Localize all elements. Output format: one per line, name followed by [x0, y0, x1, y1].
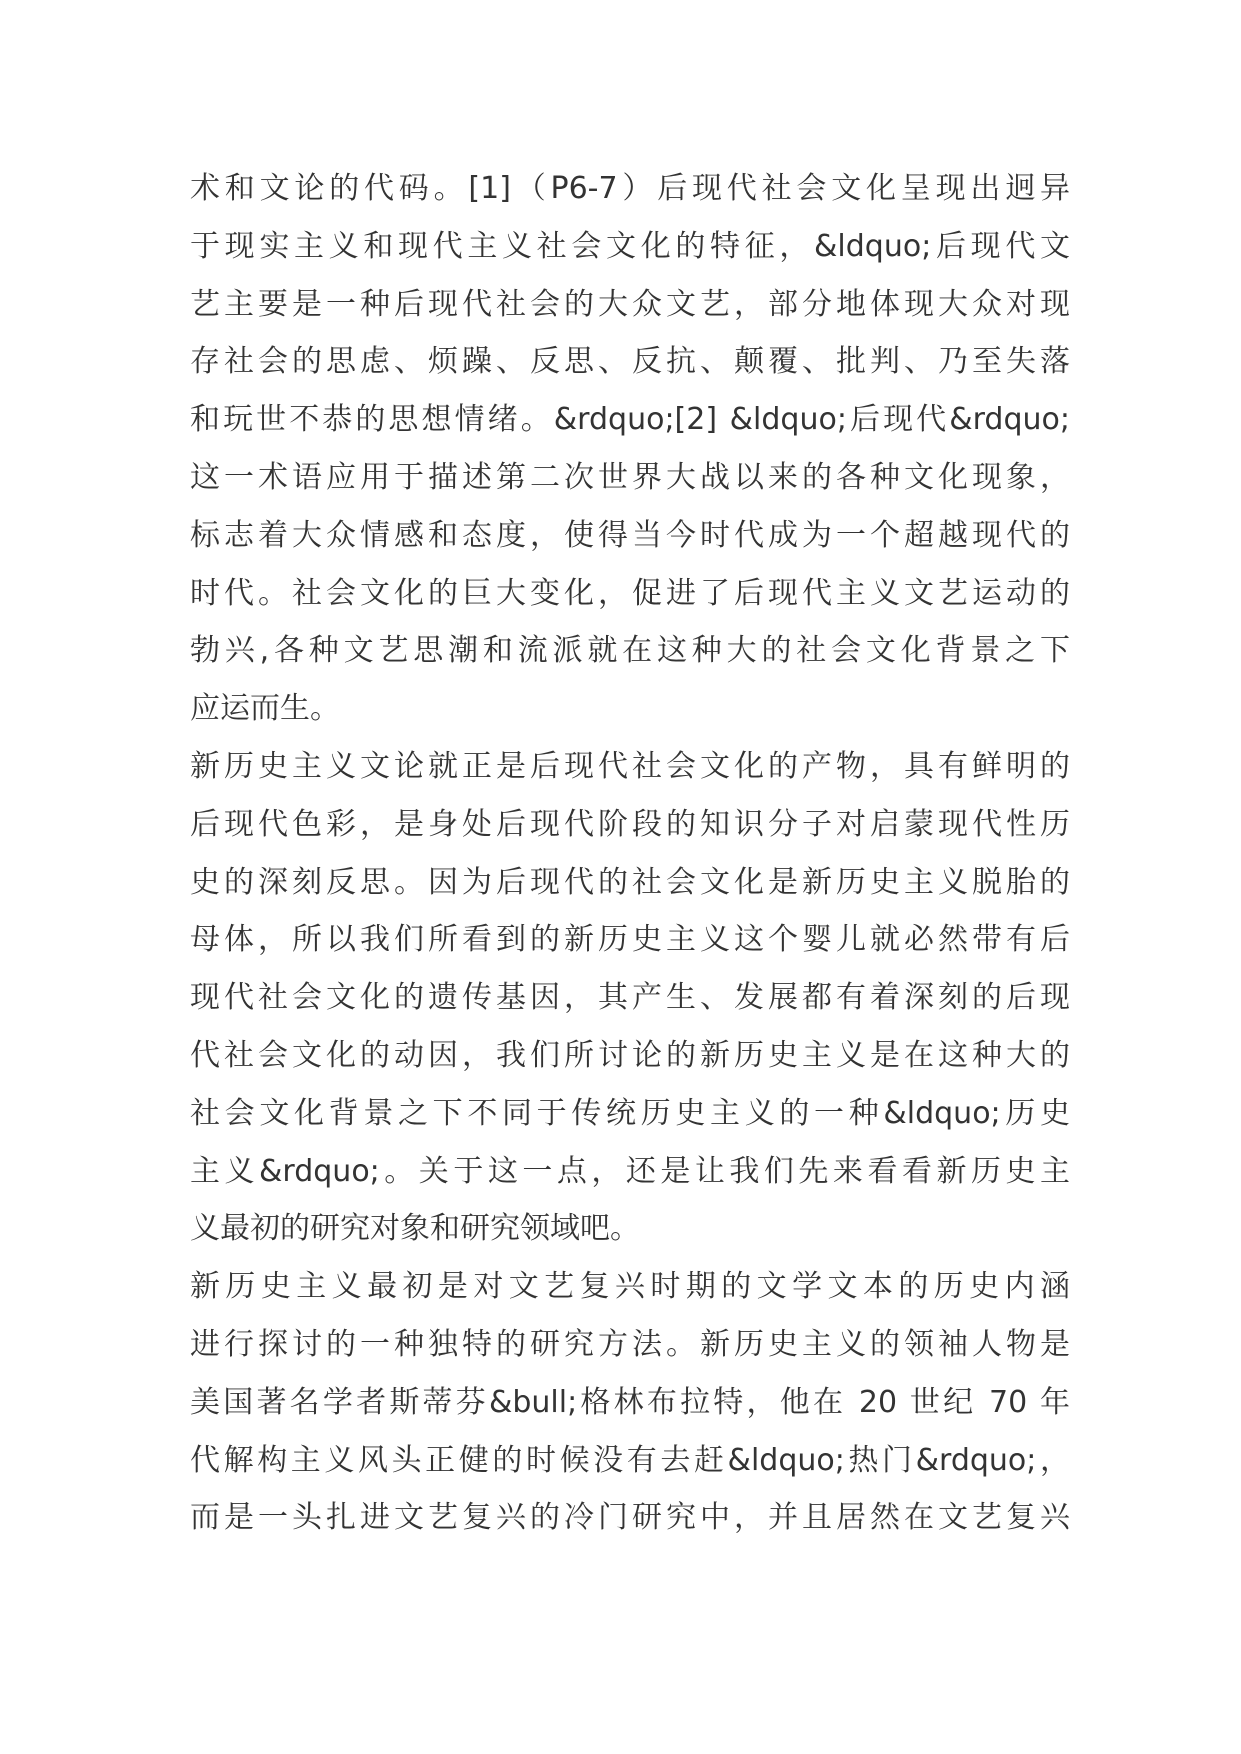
text-line: 艺主要是一种后现代社会的大众文艺，部分地体现大众对现 — [190, 286, 1070, 322]
text-line: 后现代色彩，是身处后现代阶段的知识分子对启蒙现代性历 — [190, 806, 1070, 842]
text-line: 而是一头扎进文艺复兴的冷门研究中，并且居然在文艺复兴 — [190, 1500, 1070, 1536]
text-line: 社会文化背景之下不同于传统历史主义的一种&ldquo;历史 — [190, 1095, 1070, 1131]
text-line: 代解构主义风头正健的时候没有去赶&ldquo;热门&rdquo;， — [190, 1442, 1070, 1478]
paragraph-end-line: 义最初的研究对象和研究领域吧。 — [190, 1211, 640, 1247]
text-line: 现代社会文化的遗传基因，其产生、发展都有着深刻的后现 — [190, 980, 1070, 1016]
text-line: 和玩世不恭的思想情绪。&rdquo;[2] &ldquo;后现代&rdquo; — [190, 402, 1070, 438]
text-line: 新历史主义最初是对文艺复兴时期的文学文本的历史内涵 — [190, 1269, 1070, 1305]
text-line: 代社会文化的动因，我们所讨论的新历史主义是在这种大的 — [190, 1037, 1070, 1073]
text-line: 主义&rdquo;。关于这一点，还是让我们先来看看新历史主 — [190, 1153, 1070, 1189]
text-line: 时代。社会文化的巨大变化，促进了后现代主义文艺运动的 — [190, 575, 1070, 611]
text-line: 史的深刻反思。因为后现代的社会文化是新历史主义脱胎的 — [190, 864, 1070, 900]
body-text — [190, 160, 1070, 1547]
paragraph-end-line: 应运而生。 — [190, 691, 340, 727]
text-line: 术和文论的代码。[1]（P6-7）后现代社会文化呈现出迥异 — [190, 171, 1070, 206]
text-line: 美国著名学者斯蒂芬&bull;格林布拉特，他在 20 世纪 70 年 — [190, 1384, 1070, 1420]
text-line: 勃兴,各种文艺思潮和流派就在这种大的社会文化背景之下 — [190, 633, 1070, 669]
text-line: 这一术语应用于描述第二次世界大战以来的各种文化现象， — [190, 459, 1070, 495]
text-line: 标志着大众情感和态度，使得当今时代成为一个超越现代的 — [190, 517, 1070, 553]
text-line: 于现实主义和现代主义社会文化的特征，&ldquo;后现代文 — [190, 228, 1070, 264]
text-line: 存社会的思虑、烦躁、反思、反抗、颠覆、批判、乃至失落 — [190, 344, 1070, 380]
text-line: 新历史主义文论就正是后现代社会文化的产物，具有鲜明的 — [190, 748, 1070, 784]
text-line: 进行探讨的一种独特的研究方法。新历史主义的领袖人物是 — [190, 1326, 1070, 1362]
text-line: 母体，所以我们所看到的新历史主义这个婴儿就必然带有后 — [190, 922, 1070, 958]
